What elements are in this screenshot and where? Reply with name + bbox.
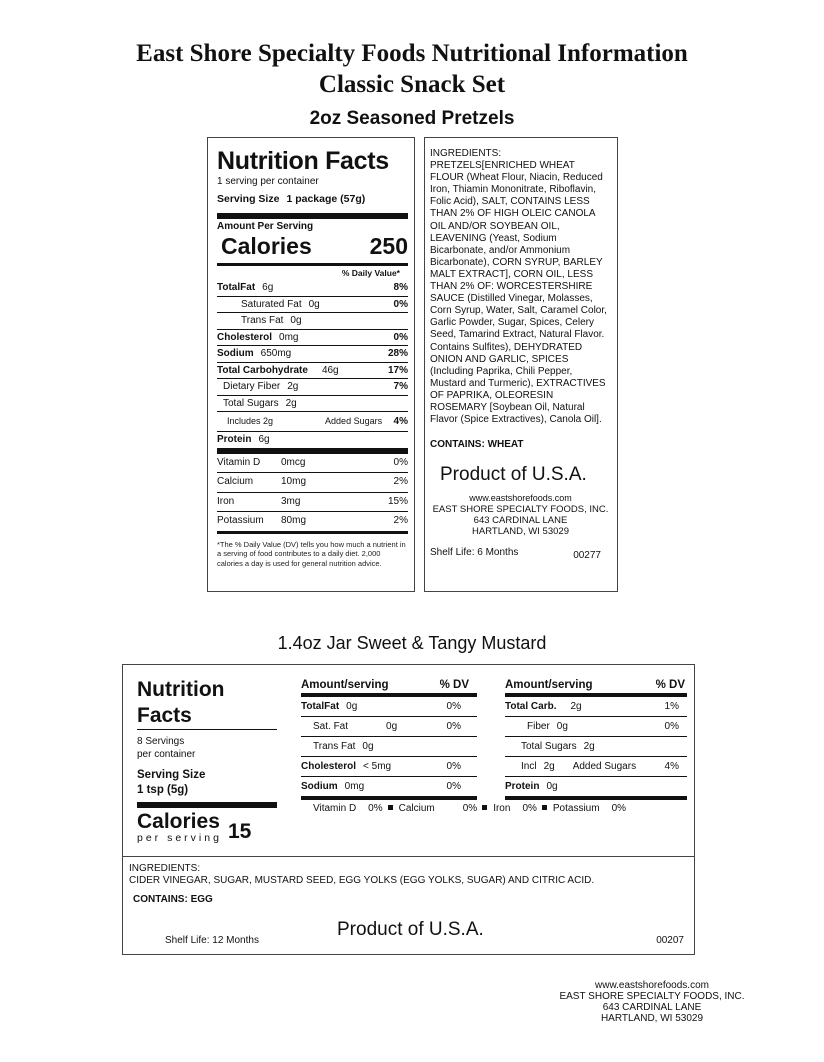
nf1-vitamin-label: Potassium — [217, 515, 264, 526]
footer-company: EAST SHORE SPECIALTY FOODS, INC. — [559, 991, 745, 1002]
product1-website: www.eastshorefoods.com — [469, 493, 572, 504]
nf2-row — [301, 697, 477, 716]
nf1-dv-header: % Daily Value* — [341, 268, 400, 278]
nf2-calories-value: 15 — [227, 820, 252, 843]
nf2-left-dv-header: % DV — [439, 679, 469, 691]
product2-ingredients-label: INGREDIENTS: — [129, 863, 201, 874]
nf2-row-label: Total Sugars — [521, 741, 577, 752]
nf2-row-amount: 0g — [556, 721, 568, 732]
nf2-vitamin-label: Calcium — [398, 803, 435, 814]
nf2-row-dv: 0% — [446, 761, 461, 772]
nf1-row-dv: 0% — [393, 298, 408, 310]
nf1-vitamin-amount: 10mg — [281, 476, 307, 487]
nf1-row — [217, 312, 408, 329]
nf1-vitamin-amount: 0mcg — [281, 456, 306, 468]
product1-ingredients-text: PRETZELS[ENRICHED WHEAT FLOUR (Wheat Flour, Niacin, Reduced Iron, Thiamin Mononitrate, Riboflavin, Folic Acid), SALT, CONTAINS LESS THAN 2% OF HIGH OLEIC CANOLA OIL AND/OR SOYBEAN OIL, LEAVENING (Yeast, Sodium Bicarbonate, and/or Ammonium Bicarbonate), CORN SYRUP, BARLEY MALT EXTRACT], CORN OIL, LESS THAN 2% OF: WORCESTERSHIRE SAUCE (Distilled Vinegar, Molasses, Corn Syrup, Water, Salt, Caramel Color, Garlic Powder, Sugar, Spices, Celery Seed, Tamarind Extract, Natural Flavor. Contains Sulfites), DEHYDRATED ONION AND GARLIC, SPICES (Including Paprika, Chili Pepper, Mustard and Turmeric), EXTRACTIVES OF PAPRIKA, OLEORESIN ROSEMARY [Soybean Oil, Natural Flavor (Spice Extractives), Canola Oil]. — [430, 160, 607, 426]
nf1-row-dv: 7% — [393, 381, 408, 392]
nf2-serving-size-label: Serving Size — [137, 769, 206, 781]
nf2-row-dv: 0% — [664, 721, 679, 732]
nf2-row — [301, 776, 477, 796]
nf1-vitamin-label: Vitamin D — [217, 456, 261, 468]
nf1-row-label: Cholesterol — [217, 331, 273, 343]
document-title-line1: East Shore Specialty Foods Nutritional Information — [136, 40, 688, 67]
nf1-row — [217, 378, 408, 395]
nf2-servings-line2: per container — [137, 749, 196, 760]
nf2-row-label: Sodium — [301, 781, 338, 792]
nf1-serving-size-label: Serving Size — [217, 193, 280, 205]
nf1-row-amount: 0g — [290, 315, 302, 326]
nf1-vitamin-dv: 2% — [393, 476, 408, 487]
nf2-row-dv: 4% — [664, 761, 679, 772]
nf2-row-amount: 2g — [583, 741, 595, 752]
nf1-row — [217, 362, 408, 379]
nf1-row — [217, 395, 408, 412]
nf2-row — [301, 756, 477, 776]
nf2-row — [301, 736, 477, 756]
product2-origin: Product of U.S.A. — [337, 919, 484, 940]
nf1-row-label: TotalFat — [217, 282, 256, 293]
nf2-left-amount-header: Amount/serving — [301, 679, 389, 691]
nf2-row-label: Cholesterol — [301, 761, 357, 772]
product1-ingredients-panel — [424, 137, 618, 592]
nf2-row-amount: 0g — [346, 701, 358, 712]
nf1-row-label: Dietary Fiber — [223, 381, 281, 392]
nf2-row-label: Protein — [505, 781, 540, 792]
nf2-row — [505, 756, 687, 776]
product1-street: 643 CARDINAL LANE — [473, 515, 568, 527]
footer-website: www.eastshorefoods.com — [595, 980, 709, 991]
nf2-right-amount-header: Amount/serving — [505, 679, 593, 691]
product1-origin: Product of U.S.A. — [440, 464, 587, 486]
nf2-row — [301, 716, 477, 736]
nf2-row-amount: 0g — [386, 721, 398, 732]
nf2-row-dv: 0% — [446, 781, 461, 792]
nf1-row-amount: Added Sugars — [325, 416, 383, 426]
bullet-square-icon — [542, 805, 547, 810]
nf2-vitamin-dv: 0% — [611, 803, 627, 814]
nf1-vitamin-row — [217, 454, 408, 473]
nf2-row-amount: 2g — [570, 701, 582, 712]
nf1-vitamin-row — [217, 511, 408, 531]
nf1-heading: Nutrition Facts — [217, 147, 389, 175]
nf2-row-dv — [461, 737, 477, 756]
nf2-row — [505, 716, 687, 736]
footer-street: 643 CARDINAL LANE — [602, 1002, 702, 1013]
nf1-row-amount: 0mg — [279, 331, 299, 343]
product1-ingredients-label: INGREDIENTS: — [430, 148, 502, 159]
product1-shelf-life: Shelf Life: 6 Months — [430, 547, 519, 559]
product1-contains: CONTAINS: WHEAT — [430, 439, 524, 451]
nf2-heading-line2: Facts — [137, 703, 277, 730]
product2-contains: CONTAINS: EGG — [133, 894, 213, 905]
nf1-calories-label: Calories — [221, 233, 312, 259]
nf1-row-label: Sodium — [217, 348, 254, 359]
nf2-row — [505, 736, 687, 756]
nf1-row-label: Includes 2g — [227, 416, 274, 426]
nf2-row-dv — [679, 777, 687, 796]
bullet-square-icon — [482, 805, 487, 810]
nf1-row-dv: 8% — [393, 282, 408, 293]
nf2-row-label: Trans Fat — [313, 741, 356, 752]
nf1-row-amount: 0g — [308, 298, 320, 310]
nf2-calories-sub: per serving — [137, 832, 222, 844]
nf1-vitamin-label: Iron — [217, 495, 235, 507]
nf1-vitamin-dv: 0% — [393, 456, 408, 468]
nf2-vitamin-label: Vitamin D — [313, 803, 357, 814]
nf1-row-label: Total Sugars — [223, 397, 279, 409]
nf1-vitamin-label: Calcium — [217, 476, 254, 487]
nf2-vitamin-dv: 0% — [462, 803, 478, 814]
product1-company: EAST SHORE SPECIALTY FOODS, INC. — [432, 504, 609, 516]
nf1-vitamin-amount: 80mg — [281, 515, 307, 526]
nf1-row-dv: 17% — [387, 364, 408, 376]
nf2-heading-line1: Nutrition — [137, 678, 225, 701]
nf1-vitamin-dv: 15% — [387, 495, 408, 507]
nf2-calories-label: Calories — [137, 810, 220, 833]
nf2-servings-line1: 8 Servings — [137, 736, 185, 747]
nf1-row-label: Saturated Fat — [241, 298, 302, 310]
nf1-row-dv: 28% — [387, 348, 408, 359]
product2-nutrition-facts — [122, 664, 695, 856]
nf2-row-extra: Added Sugars — [572, 761, 637, 772]
nf2-row — [505, 697, 687, 716]
product1-name: 2oz Seasoned Pretzels — [309, 108, 515, 129]
nf2-row-dv — [679, 737, 687, 756]
footer-city: HARTLAND, WI 53029 — [600, 1013, 704, 1024]
nf2-row-amount: 2g — [543, 761, 555, 772]
nf1-row-amount: 2g — [287, 381, 299, 392]
product2-shelf-life: Shelf Life: 12 Months — [165, 935, 259, 946]
nf1-row-amount: 46g — [321, 364, 339, 376]
nf1-servings: 1 serving per container — [217, 176, 319, 187]
nf2-row-label: Sat. Fat — [313, 721, 349, 732]
nf2-row-amount: 0g — [546, 781, 558, 792]
nf1-row-label: Trans Fat — [241, 315, 284, 326]
nf2-row-label: Total Carb. — [505, 701, 557, 712]
nf1-vitamin-row — [217, 492, 408, 512]
nf1-row-amount: 6g — [258, 434, 270, 445]
nf1-row-amount: 650mg — [260, 348, 292, 359]
nf1-amount-per-serving: Amount Per Serving — [217, 221, 314, 232]
nf2-row-dv: 0% — [446, 701, 461, 712]
nf2-right-dv-header: % DV — [655, 679, 685, 691]
nf2-row-dv: 0% — [446, 721, 461, 732]
nf2-row-label: Fiber — [527, 721, 550, 732]
nf2-row-label: Incl — [521, 761, 537, 772]
nf1-vitamin-dv: 2% — [393, 515, 408, 526]
nf1-row — [217, 345, 408, 362]
nf2-row-amount: 0g — [362, 741, 374, 752]
nf1-row-dv: 0% — [393, 331, 408, 343]
nf1-row — [217, 280, 408, 296]
nf1-row-amount: 2g — [285, 397, 297, 409]
nf1-row-label: Protein — [217, 434, 252, 445]
nf1-serving-size-value: 1 package (57g) — [286, 193, 366, 205]
nf2-vitamin-label: Iron — [493, 803, 511, 814]
nf2-row-label: TotalFat — [301, 701, 340, 712]
product2-ingredients-panel — [122, 856, 695, 955]
bullet-square-icon — [388, 805, 393, 810]
nf2-row-dv: 1% — [664, 701, 679, 712]
nf1-row-label: Total Carbohydrate — [217, 364, 308, 376]
product1-nutrition-facts — [207, 137, 415, 592]
nf1-row — [217, 296, 408, 313]
nf2-vitamin-dv: 0% — [368, 803, 383, 814]
nf1-footnote: *The % Daily Value (DV) tells you how much a nutrient in a serving of food contributes to a daily diet. 2,000 calories a day is used for general nutrition advice. — [217, 539, 406, 568]
nf2-row-amount: 0mg — [344, 781, 365, 792]
nf1-row-amount: 6g — [262, 282, 274, 293]
product1-code: 00277 — [573, 550, 601, 562]
nf1-vitamin-row — [217, 472, 408, 492]
nf1-row-dv: 4% — [393, 416, 408, 427]
nf1-row — [217, 329, 408, 346]
nf2-row — [505, 776, 687, 796]
nf1-vitamin-amount: 3mg — [281, 495, 301, 507]
product2-name: 1.4oz Jar Sweet & Tangy Mustard — [277, 633, 547, 653]
nf1-calories-value: 250 — [369, 233, 408, 259]
nf2-row-amount: < 5mg — [363, 761, 392, 772]
nf1-row — [217, 411, 408, 431]
nf2-serving-size-value: 1 tsp (5g) — [137, 784, 189, 796]
product1-city: HARTLAND, WI 53029 — [472, 526, 569, 538]
product2-ingredients-text: CIDER VINEGAR, SUGAR, MUSTARD SEED, EGG YOLKS (EGG YOLKS, SUGAR) AND CITRIC ACID. — [129, 875, 595, 886]
nf2-vitamin-label: Potassium — [552, 803, 600, 814]
nf1-row — [217, 431, 408, 448]
nf2-vitamin-dv: 0% — [522, 803, 537, 814]
product2-code: 00207 — [656, 935, 684, 946]
document-title-line2: Classic Snack Set — [318, 71, 506, 98]
